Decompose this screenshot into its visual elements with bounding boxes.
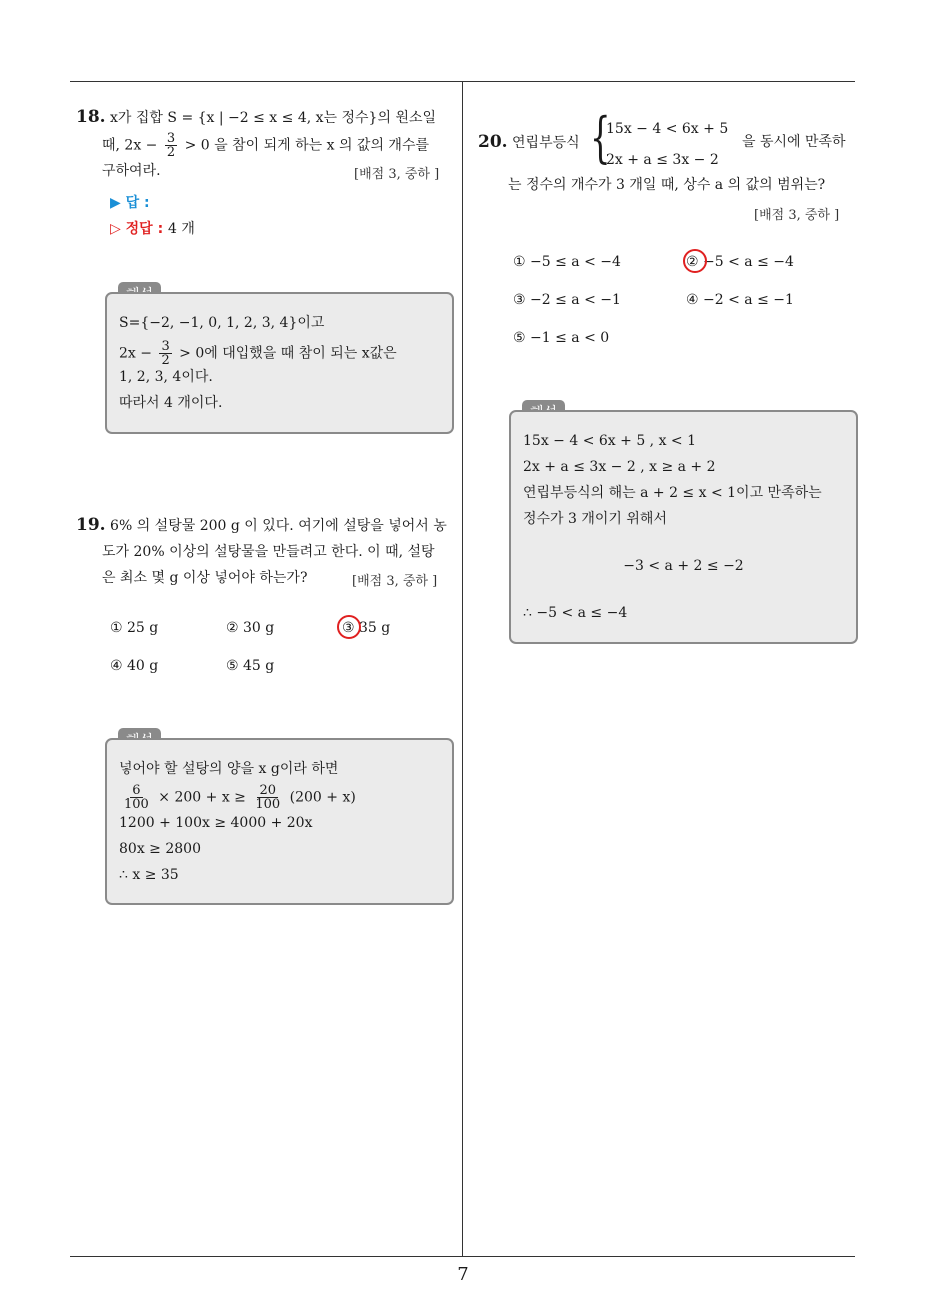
fraction: $\frac{3}{2}$ xyxy=(166,131,176,160)
question-number: 19. xyxy=(76,515,106,535)
choice-3[interactable]: ③ −2 ≤ a < −1 xyxy=(513,292,621,308)
question-text-line3: 구하여라. xyxy=(102,163,161,179)
score-meta: [배점 3, 중하 ] xyxy=(354,167,440,182)
correct-answer: ▷ 정답 : 4 개 xyxy=(110,221,195,237)
answer-circle-mark xyxy=(337,615,361,639)
fraction: $\frac{6}{100}$ xyxy=(124,783,149,812)
question-text-tail: 을 동시에 만족하 xyxy=(742,134,846,150)
choice-5[interactable]: ⑤ 45 g xyxy=(226,658,275,674)
question-text-line2-post: > 0 을 참이 되게 하는 x 의 값의 개수를 xyxy=(184,137,430,154)
choice-3[interactable]: ③ 35 g xyxy=(342,620,391,636)
choice-1[interactable]: ① −5 ≤ a < −4 xyxy=(513,254,621,270)
fraction: $\frac{3}{2}$ xyxy=(161,339,170,368)
choice-4[interactable]: ④ −2 < a ≤ −1 xyxy=(686,292,794,308)
system-inequality-1: 15x − 4 < 6x + 5 xyxy=(606,121,729,137)
question-text-line1: x가 집합 S = {x | −2 ≤ x ≤ 4, x는 정수}의 원소일 xyxy=(110,110,437,126)
score-meta: [배점 3, 중하 ] xyxy=(352,574,438,589)
explanation-line: 15x − 4 < 6x + 5 , x < 1 xyxy=(523,433,697,449)
answer-label: ▶ 답 : xyxy=(110,195,150,211)
explanation-line: 2x + a ≤ 3x − 2 , x ≥ a + 2 xyxy=(523,459,716,475)
system-inequality-2: 2x + a ≤ 3x − 2 xyxy=(606,152,719,168)
explanation-line: 따라서 4 개이다. xyxy=(119,395,223,411)
explanation-line: 80x ≥ 2800 xyxy=(119,841,201,857)
question-text-lead: 연립부등식 xyxy=(512,135,580,151)
explanation-box: 넣어야 할 설탕의 양을 x g이라 하면 $\frac{6}{100}$ × 200 + x ≥ $\frac{20}{100}$ (200 + x) 1200 + 100x ≥ 4000 + 20x 80x ≥ 2800 ∴ x ≥ 35 xyxy=(105,738,454,905)
choice-2[interactable]: ② 30 g xyxy=(226,620,275,636)
choice-2[interactable]: ② −5 < a ≤ −4 xyxy=(686,254,794,270)
choice-4[interactable]: ④ 40 g xyxy=(110,658,159,674)
question-text-line2-pre: 때, 2x − xyxy=(102,137,158,154)
explanation-box xyxy=(509,410,858,644)
column-divider xyxy=(462,81,463,1256)
question-number: 18. xyxy=(76,107,106,127)
explanation-line: 정수가 3 개이기 위해서 xyxy=(523,511,667,527)
explanation-box: S={−2, −1, 0, 1, 2, 3, 4}이고 2x − $\frac{3}{2}$ > 0에 대입했을 때 참이 되는 x값은 1, 2, 3, 4이다. 따라서 4 개이다. xyxy=(105,292,454,434)
explanation-line: ∴ x ≥ 35 xyxy=(119,867,179,883)
question-text-line2: 는 정수의 개수가 3 개일 때, 상수 a 의 값의 범위는? xyxy=(508,177,826,193)
correct-answer-value: 4 개 xyxy=(168,221,195,237)
explanation-line: 연립부등식의 해는 a + 2 ≤ x < 1이고 만족하는 xyxy=(523,485,822,501)
page-number: 7 xyxy=(457,1264,469,1285)
question-text-line1: 6% 의 설탕물 200 g 이 있다. 여기에 설탕을 넣어서 농 xyxy=(110,518,447,534)
answer-circle-mark xyxy=(683,249,707,273)
question-number: 20. xyxy=(478,132,508,152)
explanation-line-centered: −3 < a + 2 ≤ −2 xyxy=(623,558,744,574)
explanation-line: 1, 2, 3, 4이다. xyxy=(119,369,213,385)
explanation-line: ∴ −5 < a ≤ −4 xyxy=(523,605,628,621)
question-text-line2: 도가 20% 이상의 설탕물을 만들려고 한다. 이 때, 설탕 xyxy=(102,544,435,560)
explanation-line: 넣어야 할 설탕의 양을 x g이라 하면 xyxy=(119,761,339,777)
system-brace: { xyxy=(590,106,611,169)
explanation-line: 1200 + 100x ≥ 4000 + 20x xyxy=(119,815,313,831)
choice-1[interactable]: ① 25 g xyxy=(110,620,159,636)
bottom-rule xyxy=(70,1256,855,1257)
fraction: $\frac{20}{100}$ xyxy=(255,783,281,812)
question-text-line3: 은 최소 몇 g 이상 넣어야 하는가? xyxy=(102,570,308,586)
explanation-line: S={−2, −1, 0, 1, 2, 3, 4}이고 xyxy=(119,315,325,331)
choice-5[interactable]: ⑤ −1 ≤ a < 0 xyxy=(513,330,610,346)
score-meta: [배점 3, 중하 ] xyxy=(754,208,840,223)
